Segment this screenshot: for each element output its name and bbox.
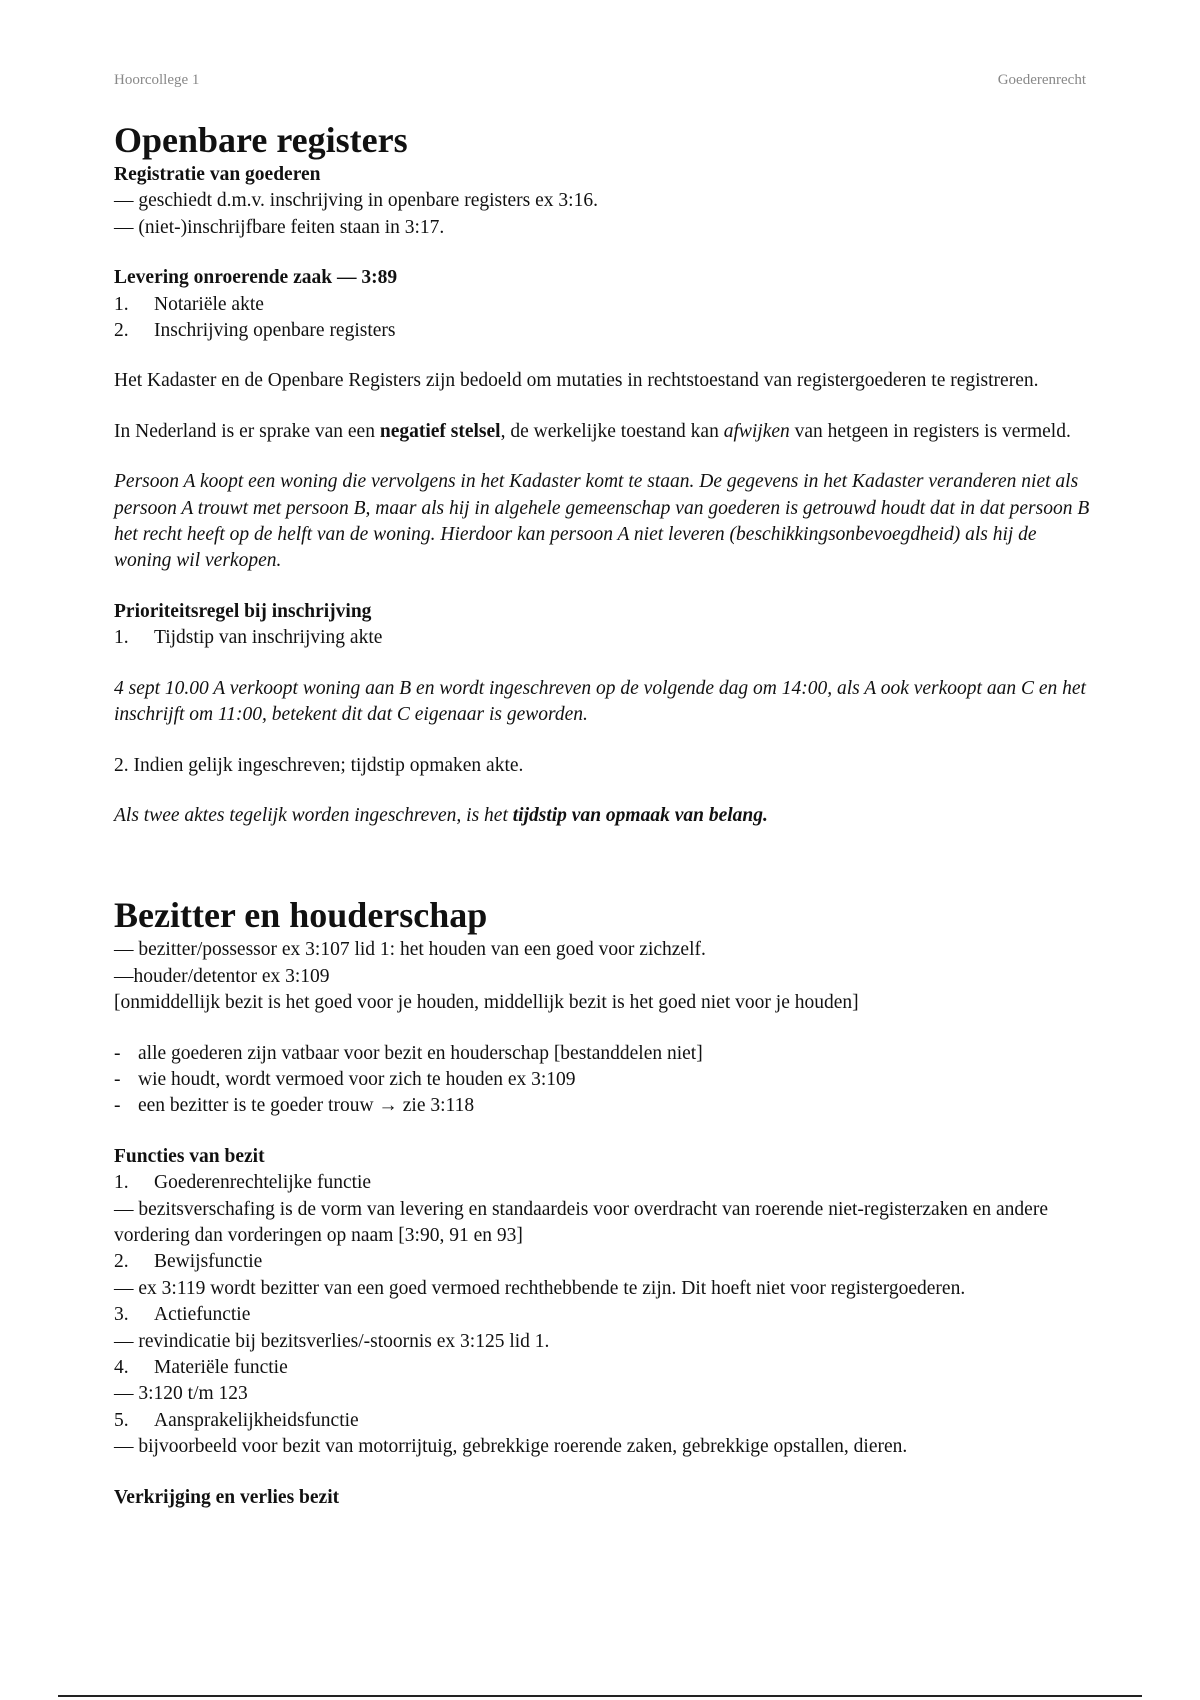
text-run: In Nederland is er sprake van een (114, 420, 380, 442)
example-persoon: Persoon A koopt een woning die vervolgens in het Kadaster komt te staan. De gegevens in het Kadaster veranderen niet als persoon A trouwt met persoon B, maar als hij in algehele gemeenschap van goederen is getrouwd houdt dat in dat persoon B het recht heeft op de helft van de woning. Hierdoor kan persoon A niet leveren (beschikkingsonbevoegdheid) als hij de woning wil verkopen. (114, 471, 1090, 572)
heading-prioriteitsregel: Prioriteitsregel bij inschrijving (114, 600, 372, 622)
registratie-line: — (niet-)inschrijfbare feiten staan in 3:17. (114, 216, 445, 238)
paragraph-kadaster: Het Kadaster en de Openbare Registers zijn bedoeld om mutaties in rechtstoestand van registergoederen te registreren. (114, 370, 1039, 392)
bezit-line: [onmiddellijk bezit is het goed voor je houden, middellijk bezit is het goed niet voor je houden] (114, 992, 859, 1014)
registratie-line: — geschiedt d.m.v. inschrijving in openbare registers ex 3:16. (114, 190, 598, 212)
bullet-item (114, 1093, 1094, 1119)
list-item (114, 1170, 1094, 1196)
heading-registratie: Registratie van goederen (114, 164, 321, 185)
bullet-text: wie houdt, wordt vermoed voor zich te houden ex 3:109 (138, 1068, 576, 1090)
list-text: Notariële akte (154, 293, 264, 315)
bullet-text: een bezitter is te goeder trouw → zie 3:118 (138, 1095, 475, 1117)
functie-desc: — bijvoorbeeld voor bezit van motorrijtuig, gebrekkige roerende zaken, gebrekkige opstallen, dieren. (114, 1436, 908, 1458)
list-item (114, 625, 1094, 651)
emphasis-bold: negatief stelsel (379, 420, 501, 442)
heading-functies: Functies van bezit (114, 1145, 265, 1167)
list-number: 3. (114, 1304, 129, 1326)
list-number: 1. (114, 1172, 129, 1194)
list-number: 1. (114, 293, 129, 315)
bullet-item (114, 1041, 1094, 1067)
bullet-item (114, 1067, 1094, 1093)
heading-levering: Levering onroerende zaak — 3:89 (114, 267, 398, 289)
list-text: Aansprakelijkheidsfunctie (154, 1409, 359, 1431)
section-title-bezitter: Bezitter en houderschap (114, 895, 488, 936)
heading-verkrijging: Verkrijging en verlies bezit (114, 1486, 340, 1508)
bullet-dash: - (114, 1068, 121, 1090)
bezit-line: —houder/detentor ex 3:109 (114, 965, 330, 987)
list-number: 2. (114, 320, 129, 342)
list-number: 2. (114, 1251, 129, 1273)
list-text: Actiefunctie (154, 1304, 251, 1326)
list-text: Inschrijving openbare registers (154, 320, 396, 342)
prioriteit-item-2: 2. Indien gelijk ingeschreven; tijdstip opmaken akte. (114, 754, 524, 776)
list-text: Bewijsfunctie (154, 1251, 263, 1273)
functie-desc: — revindicatie bij bezitsverlies/-stoornis ex 3:125 lid 1. (114, 1330, 550, 1352)
bezit-line: — bezitter/possessor ex 3:107 lid 1: het houden van een goed voor zichzelf. (114, 939, 706, 961)
emphasis-italic: afwijken (723, 420, 790, 442)
list-number: 5. (114, 1409, 129, 1431)
list-item (114, 1302, 1094, 1328)
list-text: Goederenrechtelijke functie (154, 1172, 372, 1194)
list-item (114, 1249, 1094, 1275)
functie-desc: — bezitsverschafing is de vorm van levering en standaardeis voor overdracht van roerende niet-registerzaken en andere vordering dan vorderingen op naam [3:90, 91 en 93] (114, 1198, 1048, 1246)
example-sept: 4 sept 10.00 A verkoopt woning aan B en wordt ingeschreven op de volgende dag om 14:00, als A ook verkoopt aan C en het inschrijft om 11:00, betekent dit dat C eigenaar is geworden. (114, 677, 1086, 726)
running-header (114, 72, 1086, 89)
list-item (114, 1408, 1094, 1434)
bottom-rule (58, 1695, 1142, 1697)
list-item (114, 318, 1094, 344)
list-item (114, 292, 1094, 318)
text-run: Als twee aktes tegelijk worden ingeschreven, is het (114, 804, 513, 826)
bullet-dash: - (114, 1095, 121, 1117)
functie-desc: — 3:120 t/m 123 (114, 1383, 248, 1405)
functie-desc: — ex 3:119 wordt bezitter van een goed vermoed rechthebbende te zijn. Dit hoeft niet voor registergoederen. (114, 1277, 966, 1299)
paragraph-negatief-stelsel (114, 419, 1094, 445)
list-text: Tijdstip van inschrijving akte (154, 627, 383, 649)
section-title-openbare-registers: Openbare registers (114, 120, 408, 160)
list-number: 1. (114, 627, 129, 649)
list-number: 4. (114, 1357, 129, 1378)
bullet-text: alle goederen zijn vatbaar voor bezit en houderschap [bestanddelen niet] (138, 1042, 703, 1064)
example-twee-aktes (114, 803, 1094, 829)
list-item (114, 1355, 1094, 1381)
header-course: Hoorcollege 1 (114, 72, 200, 88)
page-content (114, 118, 1094, 1511)
bullet-dash: - (114, 1042, 121, 1064)
emphasis-bold: tijdstip van opmaak van belang. (512, 804, 768, 826)
list-text: Materiële functie (154, 1357, 288, 1378)
header-subject: Goederenrecht (997, 72, 1086, 88)
text-run: , de werkelijke toestand kan (500, 420, 724, 442)
text-run: van hetgeen in registers is vermeld. (789, 420, 1071, 442)
